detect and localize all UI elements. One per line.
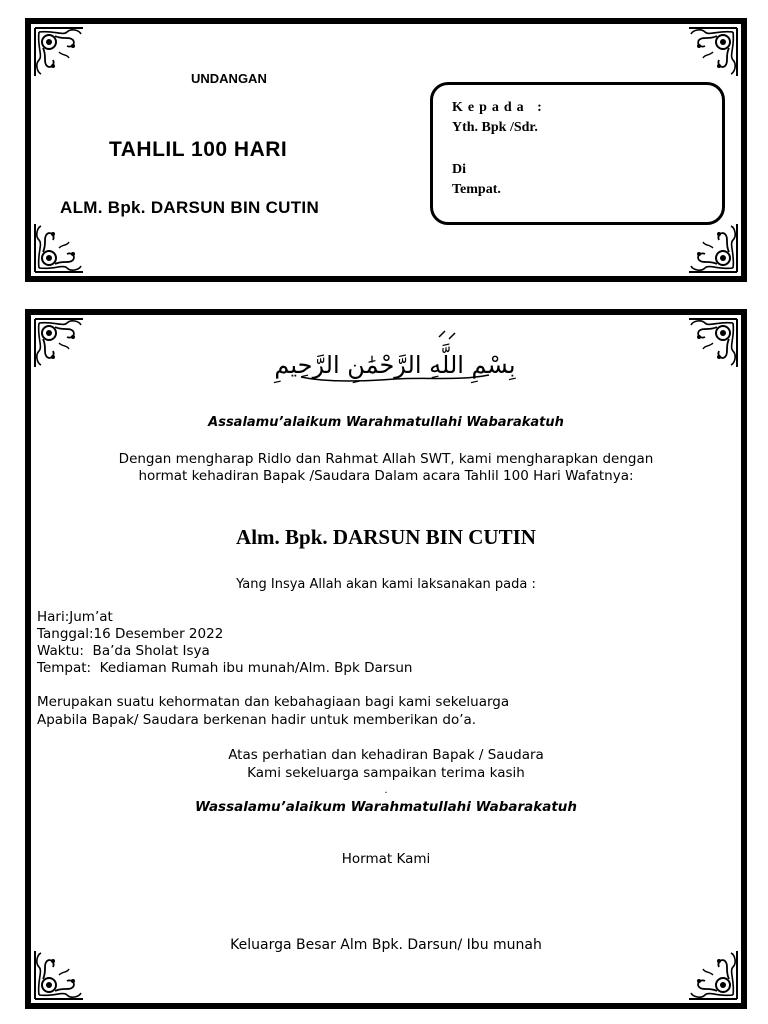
bismillah-calligraphy-icon — [274, 325, 516, 395]
envelope-title: TAHLIL 100 HARI — [109, 138, 288, 161]
closing-line: Apabila Bapak/ Saudara berkenan hadir untuk memberikan do’a. — [37, 712, 477, 728]
corner-ornament-icon — [687, 222, 739, 274]
deceased-name: Alm. Bpk. DARSUN BIN CUTIN — [236, 525, 536, 549]
address-box — [430, 82, 725, 225]
invitation-intro: Dengan mengharap Ridlo dan Rahmat Allah SWT, kami mengharapkan dengan hormat kehadiran Bapak /Saudara Dalam acara Tahlil 100 Hari Wafatnya: — [118, 451, 654, 484]
corner-ornament-icon — [687, 317, 739, 369]
corner-ornament-icon — [33, 949, 85, 1001]
address-tempat: Tempat. — [452, 182, 501, 197]
greeting-salam: Assalamu’alaikum Warahmatullahi Wabarakatuh — [208, 415, 564, 430]
corner-ornament-icon — [687, 26, 739, 78]
envelope-label: UNDANGAN — [191, 71, 267, 86]
schedule-intro: Yang Insya Allah akan kami laksanakan pada : — [236, 577, 536, 592]
thanks-line: Kami sekeluarga sampaikan terima kasih — [247, 765, 525, 781]
detail-tempat: Tempat: Kediaman Rumah ibu munah/Alm. Bpk Darsun — [37, 660, 413, 676]
address-kepada: Kepada : — [452, 100, 547, 115]
address-di: Di — [452, 162, 466, 177]
address-yth: Yth. Bpk /Sdr. — [452, 120, 538, 135]
invitation-card — [25, 309, 747, 1009]
corner-ornament-icon — [687, 949, 739, 1001]
envelope-card — [25, 18, 747, 282]
event-details — [37, 609, 412, 677]
signoff-hormat: Hormat Kami — [341, 851, 431, 867]
corner-ornament-icon — [33, 317, 85, 369]
detail-tanggal: Tanggal:16 Desember 2022 — [37, 626, 224, 642]
greeting-wassalam: Wassalamu’alaikum Warahmatullahi Wabarakatuh — [194, 799, 578, 815]
corner-ornament-icon — [33, 222, 85, 274]
thanks-paragraph — [31, 746, 741, 782]
thanks-line: Atas perhatian dan kehadiran Bapak / Saudara — [228, 747, 544, 763]
detail-hari: Hari:Jum’at — [37, 609, 113, 625]
closing-line: Merupakan suatu kehormatan dan kebahagiaan bagi kami sekeluarga — [37, 694, 510, 710]
signoff-family: Keluarga Besar Alm Bpk. Darsun/ Ibu munah — [230, 937, 542, 953]
envelope-deceased-name: ALM. Bpk. DARSUN BIN CUTIN — [60, 198, 320, 217]
detail-waktu: Waktu: Ba’da Sholat Isya — [37, 643, 210, 659]
separator-dot: . — [384, 785, 388, 796]
closing-paragraph — [37, 693, 509, 729]
svg-text:بِسْمِ اللَّهِ الرَّحْمَٰنِ ال: بِسْمِ اللَّهِ الرَّحْمَٰنِ الرَّحِيمِ — [274, 351, 516, 379]
corner-ornament-icon — [33, 26, 85, 78]
